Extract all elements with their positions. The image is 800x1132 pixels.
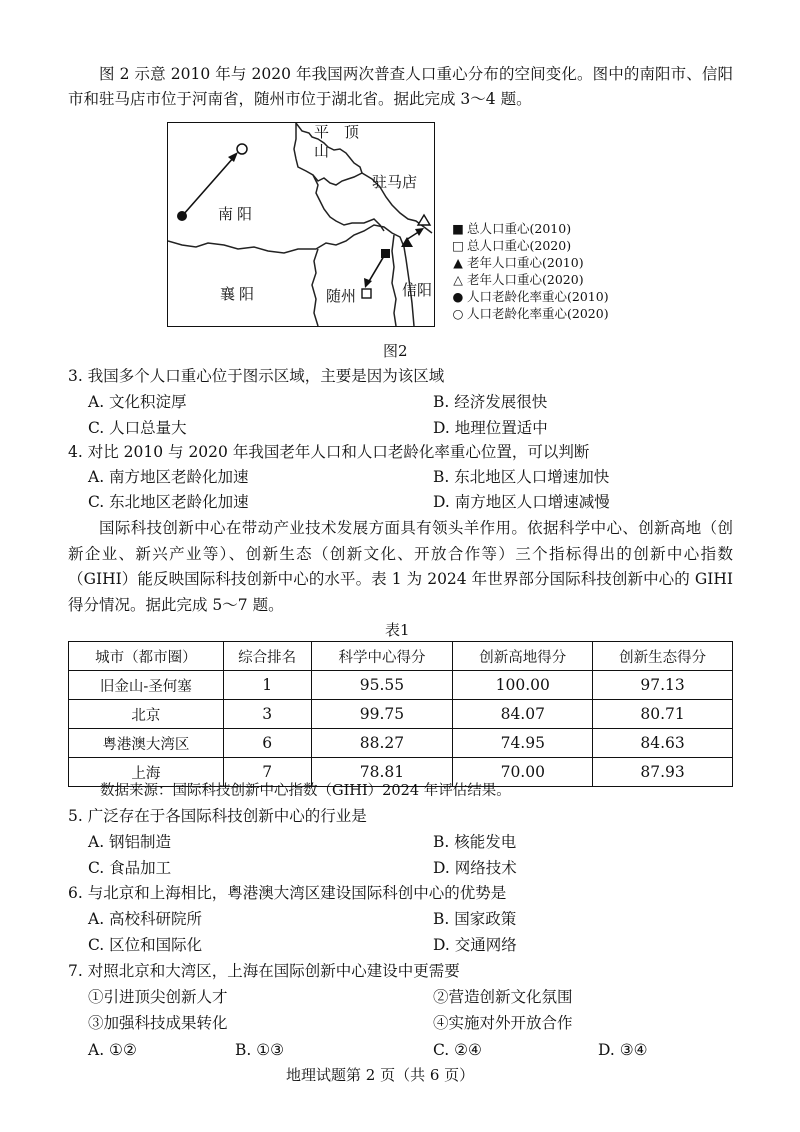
legend-item <box>452 288 609 305</box>
legend-text: 人口老龄化率重心(2020) <box>467 306 609 321</box>
map-label-nanyang: 南阳 <box>218 205 257 223</box>
q7-option-d: D. ③④ <box>598 1041 648 1059</box>
q4-option-d: D. 南方地区人口增速减慢 <box>433 493 610 511</box>
q5-option-a: A. 钢铝制造 <box>88 833 172 851</box>
population-centroid-2020 <box>362 289 371 298</box>
legend-text: 老年人口重心(2020) <box>467 272 584 287</box>
cell-rank: 7 <box>223 758 311 787</box>
population-centroid-2010 <box>381 249 390 258</box>
cell-science: 88.27 <box>311 729 453 758</box>
q7-stem: 7. 对照北京和大湾区，上海在国际创新中心建设中更需要 <box>68 962 460 980</box>
q7-option-a: A. ①② <box>88 1041 137 1059</box>
table-header-row <box>69 642 733 671</box>
legend-item <box>452 220 609 237</box>
figure2-caption: 图2 <box>383 342 408 360</box>
map-label-suizhou: 随州 <box>326 287 357 305</box>
cell-innovation: 70.00 <box>453 758 593 787</box>
q3-stem: 3. 我国多个人口重心位于图示区域，主要是因为该区域 <box>68 367 445 385</box>
q7-item-3: ③加强科技成果转化 <box>88 1014 228 1032</box>
legend-item <box>452 254 609 271</box>
q5-stem: 5. 广泛存在于各国际科技创新中心的行业是 <box>68 807 367 825</box>
q5-option-c: C. 食品加工 <box>88 859 172 877</box>
map-label-ding: 顶 <box>344 123 360 141</box>
cell-rank: 3 <box>223 700 311 729</box>
q7-option-c: C. ②④ <box>433 1041 482 1059</box>
boundary-henan-hubei <box>168 225 414 326</box>
cell-innovation: 74.95 <box>453 729 593 758</box>
arrowhead-elderly-population <box>415 228 424 236</box>
elderly-centroid-2020 <box>418 215 430 225</box>
legend-text: 总人口重心(2020) <box>467 238 572 253</box>
table-row <box>69 671 733 700</box>
boundary-xiangyang-suizhou <box>312 249 318 326</box>
aging-rate-centroid-2010 <box>177 211 187 221</box>
q3-option-a: A. 文化积淀厚 <box>88 393 187 411</box>
legend-item <box>452 271 609 288</box>
map-drawing <box>168 123 434 326</box>
cell-science: 95.55 <box>311 671 453 700</box>
legend-item <box>452 305 609 322</box>
cell-city: 粤港澳大湾区 <box>69 729 224 758</box>
q6-option-c: C. 区位和国际化 <box>88 936 203 954</box>
map-label-ping: 平 <box>314 123 330 141</box>
cell-science: 78.81 <box>311 758 453 787</box>
q6-stem: 6. 与北京和上海相比，粤港澳大湾区建设国际科创中心的优势是 <box>68 884 507 902</box>
intro-figure2: 图 2 示意 2010 年与 2020 年我国两次普查人口重心分布的空间变化。图中的南阳市、信阳市和驻马店市位于河南省，随州市位于湖北省。据此完成 3～4 题。 <box>68 65 733 108</box>
table1 <box>68 641 733 787</box>
legend-text: 老年人口重心(2010) <box>467 255 584 270</box>
arrowhead-aging-rate <box>228 152 238 162</box>
q4-option-a: A. 南方地区老龄化加速 <box>88 468 249 486</box>
q4-option-c: C. 东北地区老龄化加速 <box>88 493 249 511</box>
cell-innovation: 100.00 <box>453 671 593 700</box>
header-rank: 综合排名 <box>223 642 311 671</box>
figure2-legend <box>452 220 609 322</box>
q3-option-c: C. 人口总量大 <box>88 419 187 437</box>
map-label-xiangyang: 襄阳 <box>220 285 259 303</box>
cell-rank: 6 <box>223 729 311 758</box>
aging-rate-centroid-2020 <box>237 144 247 154</box>
cell-ecology: 80.71 <box>593 700 733 729</box>
cell-ecology: 84.63 <box>593 729 733 758</box>
map-label-zhumadian: 驻马店 <box>372 173 418 191</box>
q7-option-b: B. ①③ <box>235 1041 285 1059</box>
legend-text: 人口老龄化率重心(2010) <box>467 289 609 304</box>
header-innovation: 创新高地得分 <box>453 642 593 671</box>
filled-circle-icon: ● <box>452 289 464 304</box>
q5-option-b: B. 核能发电 <box>433 833 517 851</box>
filled-square-icon: ■ <box>452 221 464 236</box>
header-science: 科学中心得分 <box>311 642 453 671</box>
q3-option-d: D. 地理位置适中 <box>433 419 548 437</box>
legend-item <box>452 237 609 254</box>
header-city: 城市（都市圈） <box>69 642 224 671</box>
q5-option-d: D. 网络技术 <box>433 859 517 877</box>
table1-source: 数据来源：国际科技创新中心指数（GIHI）2024 年评估结果。 <box>100 783 511 799</box>
boundary-suizhou-xinyang <box>392 235 396 326</box>
hollow-circle-icon: ○ <box>452 306 464 321</box>
q7-item-4: ④实施对外开放合作 <box>433 1014 573 1032</box>
q7-item-1: ①引进顶尖创新人才 <box>88 988 228 1006</box>
arrow-total-population <box>368 256 384 283</box>
cell-science: 99.75 <box>311 700 453 729</box>
header-ecology: 创新生态得分 <box>593 642 733 671</box>
cell-city: 旧金山-圣何塞 <box>69 671 224 700</box>
map-label-xinyang: 信阳 <box>402 281 433 299</box>
cell-city: 上海 <box>69 758 224 787</box>
q6-option-b: B. 国家政策 <box>433 910 517 928</box>
table-row <box>69 700 733 729</box>
table1-caption: 表1 <box>385 621 410 639</box>
cell-rank: 1 <box>223 671 311 700</box>
hollow-square-icon: □ <box>452 238 464 253</box>
filled-triangle-icon: ▲ <box>453 255 463 270</box>
cell-innovation: 84.07 <box>453 700 593 729</box>
intro-table1: 国际科技创新中心在带动产业技术发展方面具有领头羊作用。依据科学中心、创新高地（创新企业、新兴产业等）、创新生态（创新文化、开放合作等）三个指标得出的创新中心指数（GIHI）能反映国际科技创新中心的水平。表 1 为 2024 年世界部分国际科技创新中心的 GIHI 得分情况。据此完成 5～7 题。 <box>68 519 734 614</box>
q7-item-2: ②营造创新文化氛围 <box>433 988 573 1006</box>
q4-stem: 4. 对比 2010 与 2020 年我国老年人口和人口老龄化率重心位置，可以判断 <box>68 443 590 461</box>
q6-option-d: D. 交通网络 <box>433 936 517 954</box>
q3-option-b: B. 经济发展很快 <box>433 393 548 411</box>
q6-option-a: A. 高校科研院所 <box>88 910 203 928</box>
cell-ecology: 97.13 <box>593 671 733 700</box>
table-row <box>69 729 733 758</box>
q4-option-b: B. 东北地区人口增速加快 <box>433 468 610 486</box>
map-label-shan: 山 <box>314 142 330 160</box>
cell-ecology: 87.93 <box>593 758 733 787</box>
hollow-triangle-icon: △ <box>453 272 463 287</box>
legend-text: 总人口重心(2010) <box>467 221 572 236</box>
cell-city: 北京 <box>69 700 224 729</box>
figure2-map <box>167 122 435 327</box>
page-footer: 地理试题第 2 页（共 6 页） <box>286 1066 475 1084</box>
